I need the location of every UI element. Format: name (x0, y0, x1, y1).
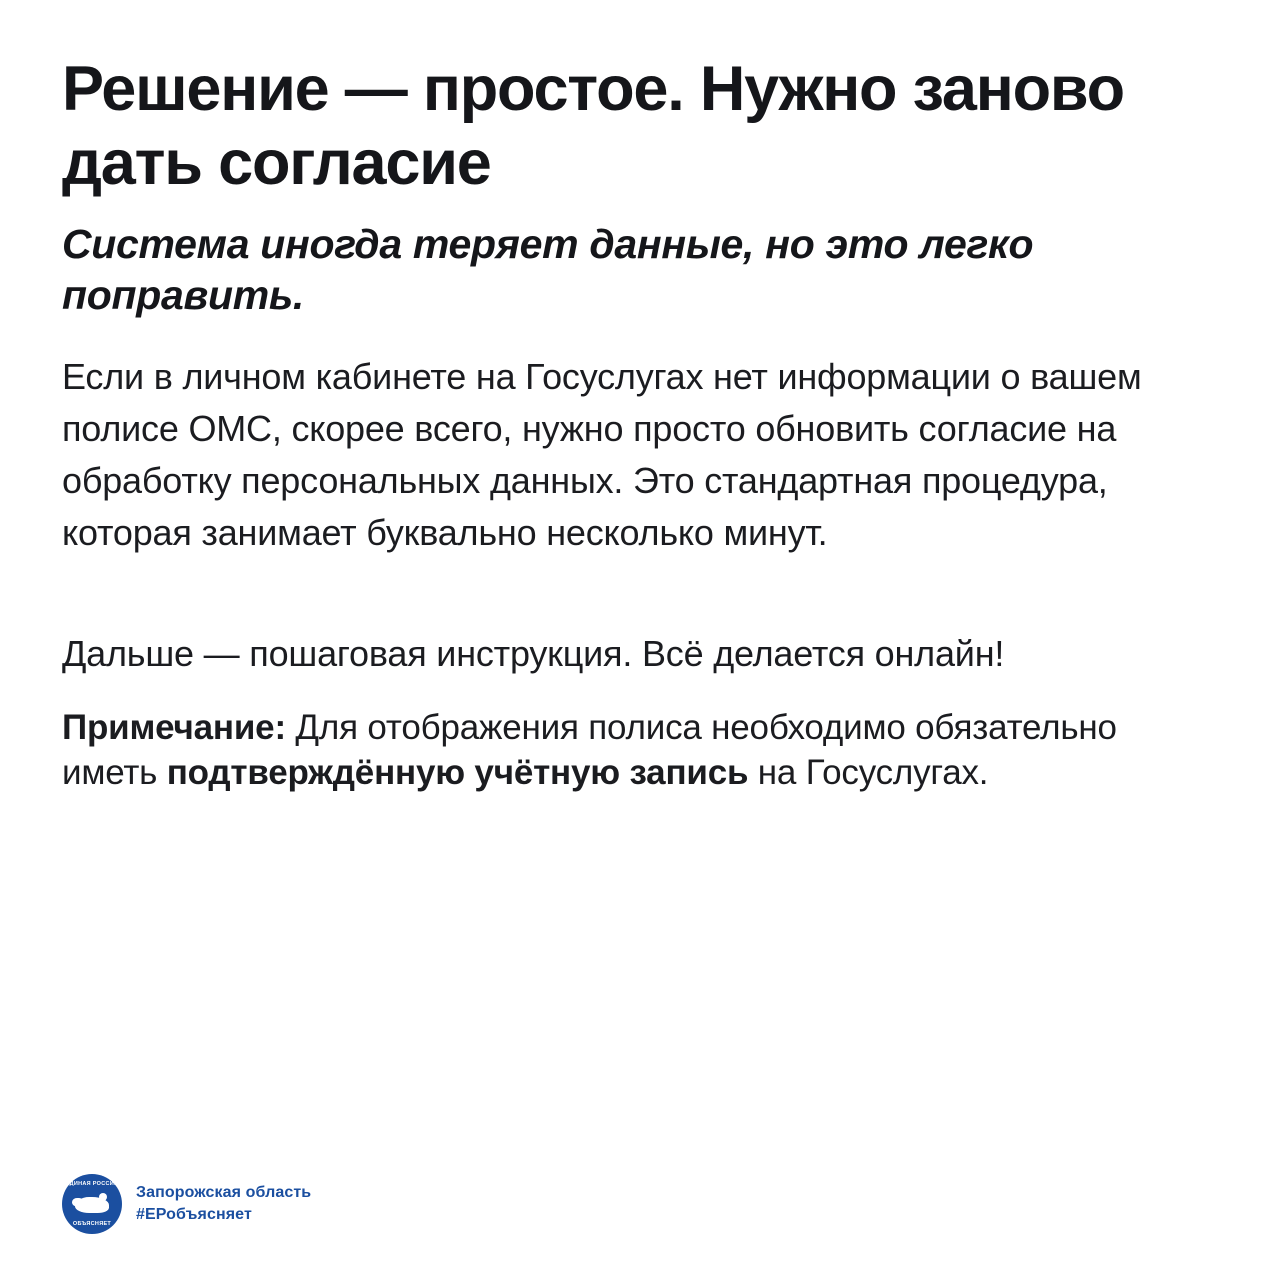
note-block (62, 706, 1218, 796)
bear-icon (75, 1197, 109, 1213)
body-paragraph-1: Если в личном кабинете на Госуслугах нет информации о вашем полисе ОМС, скорее всего, нужно просто обновить согласие на обработку персональных данных. Это стандартная процедура, которая занимает буквально несколько минут. (62, 356, 1142, 553)
footer-region-label: Запорожская область (136, 1184, 312, 1202)
footer-hashtag-label: #ЕРобъясняет (136, 1205, 252, 1223)
footer-text-block (136, 1184, 311, 1224)
logo-bottom-text: ОБЪЯСНЯЕТ (72, 1221, 112, 1227)
paragraph-spacer (62, 580, 1218, 628)
note-text-after: на Госуслугах. (748, 753, 989, 793)
logo-top-text: ЕДИНАЯ РОССИЯ (65, 1181, 119, 1187)
footer (62, 1174, 311, 1234)
note-emphasis: подтверждённую учётную запись (166, 753, 749, 793)
page-title: Решение — простое. Нужно заново дать согласие (62, 54, 1124, 199)
note-label: Примечание: (62, 708, 286, 748)
united-russia-logo-icon (62, 1174, 122, 1234)
note-text-before: Для отображения полиса необходимо обязательно иметь (62, 708, 1117, 793)
body-paragraph-2: Дальше — пошаговая инструкция. Всё делается онлайн! (62, 633, 1005, 675)
page-subtitle: Система иногда теряет данные, но это легко поправить. (62, 220, 1034, 318)
